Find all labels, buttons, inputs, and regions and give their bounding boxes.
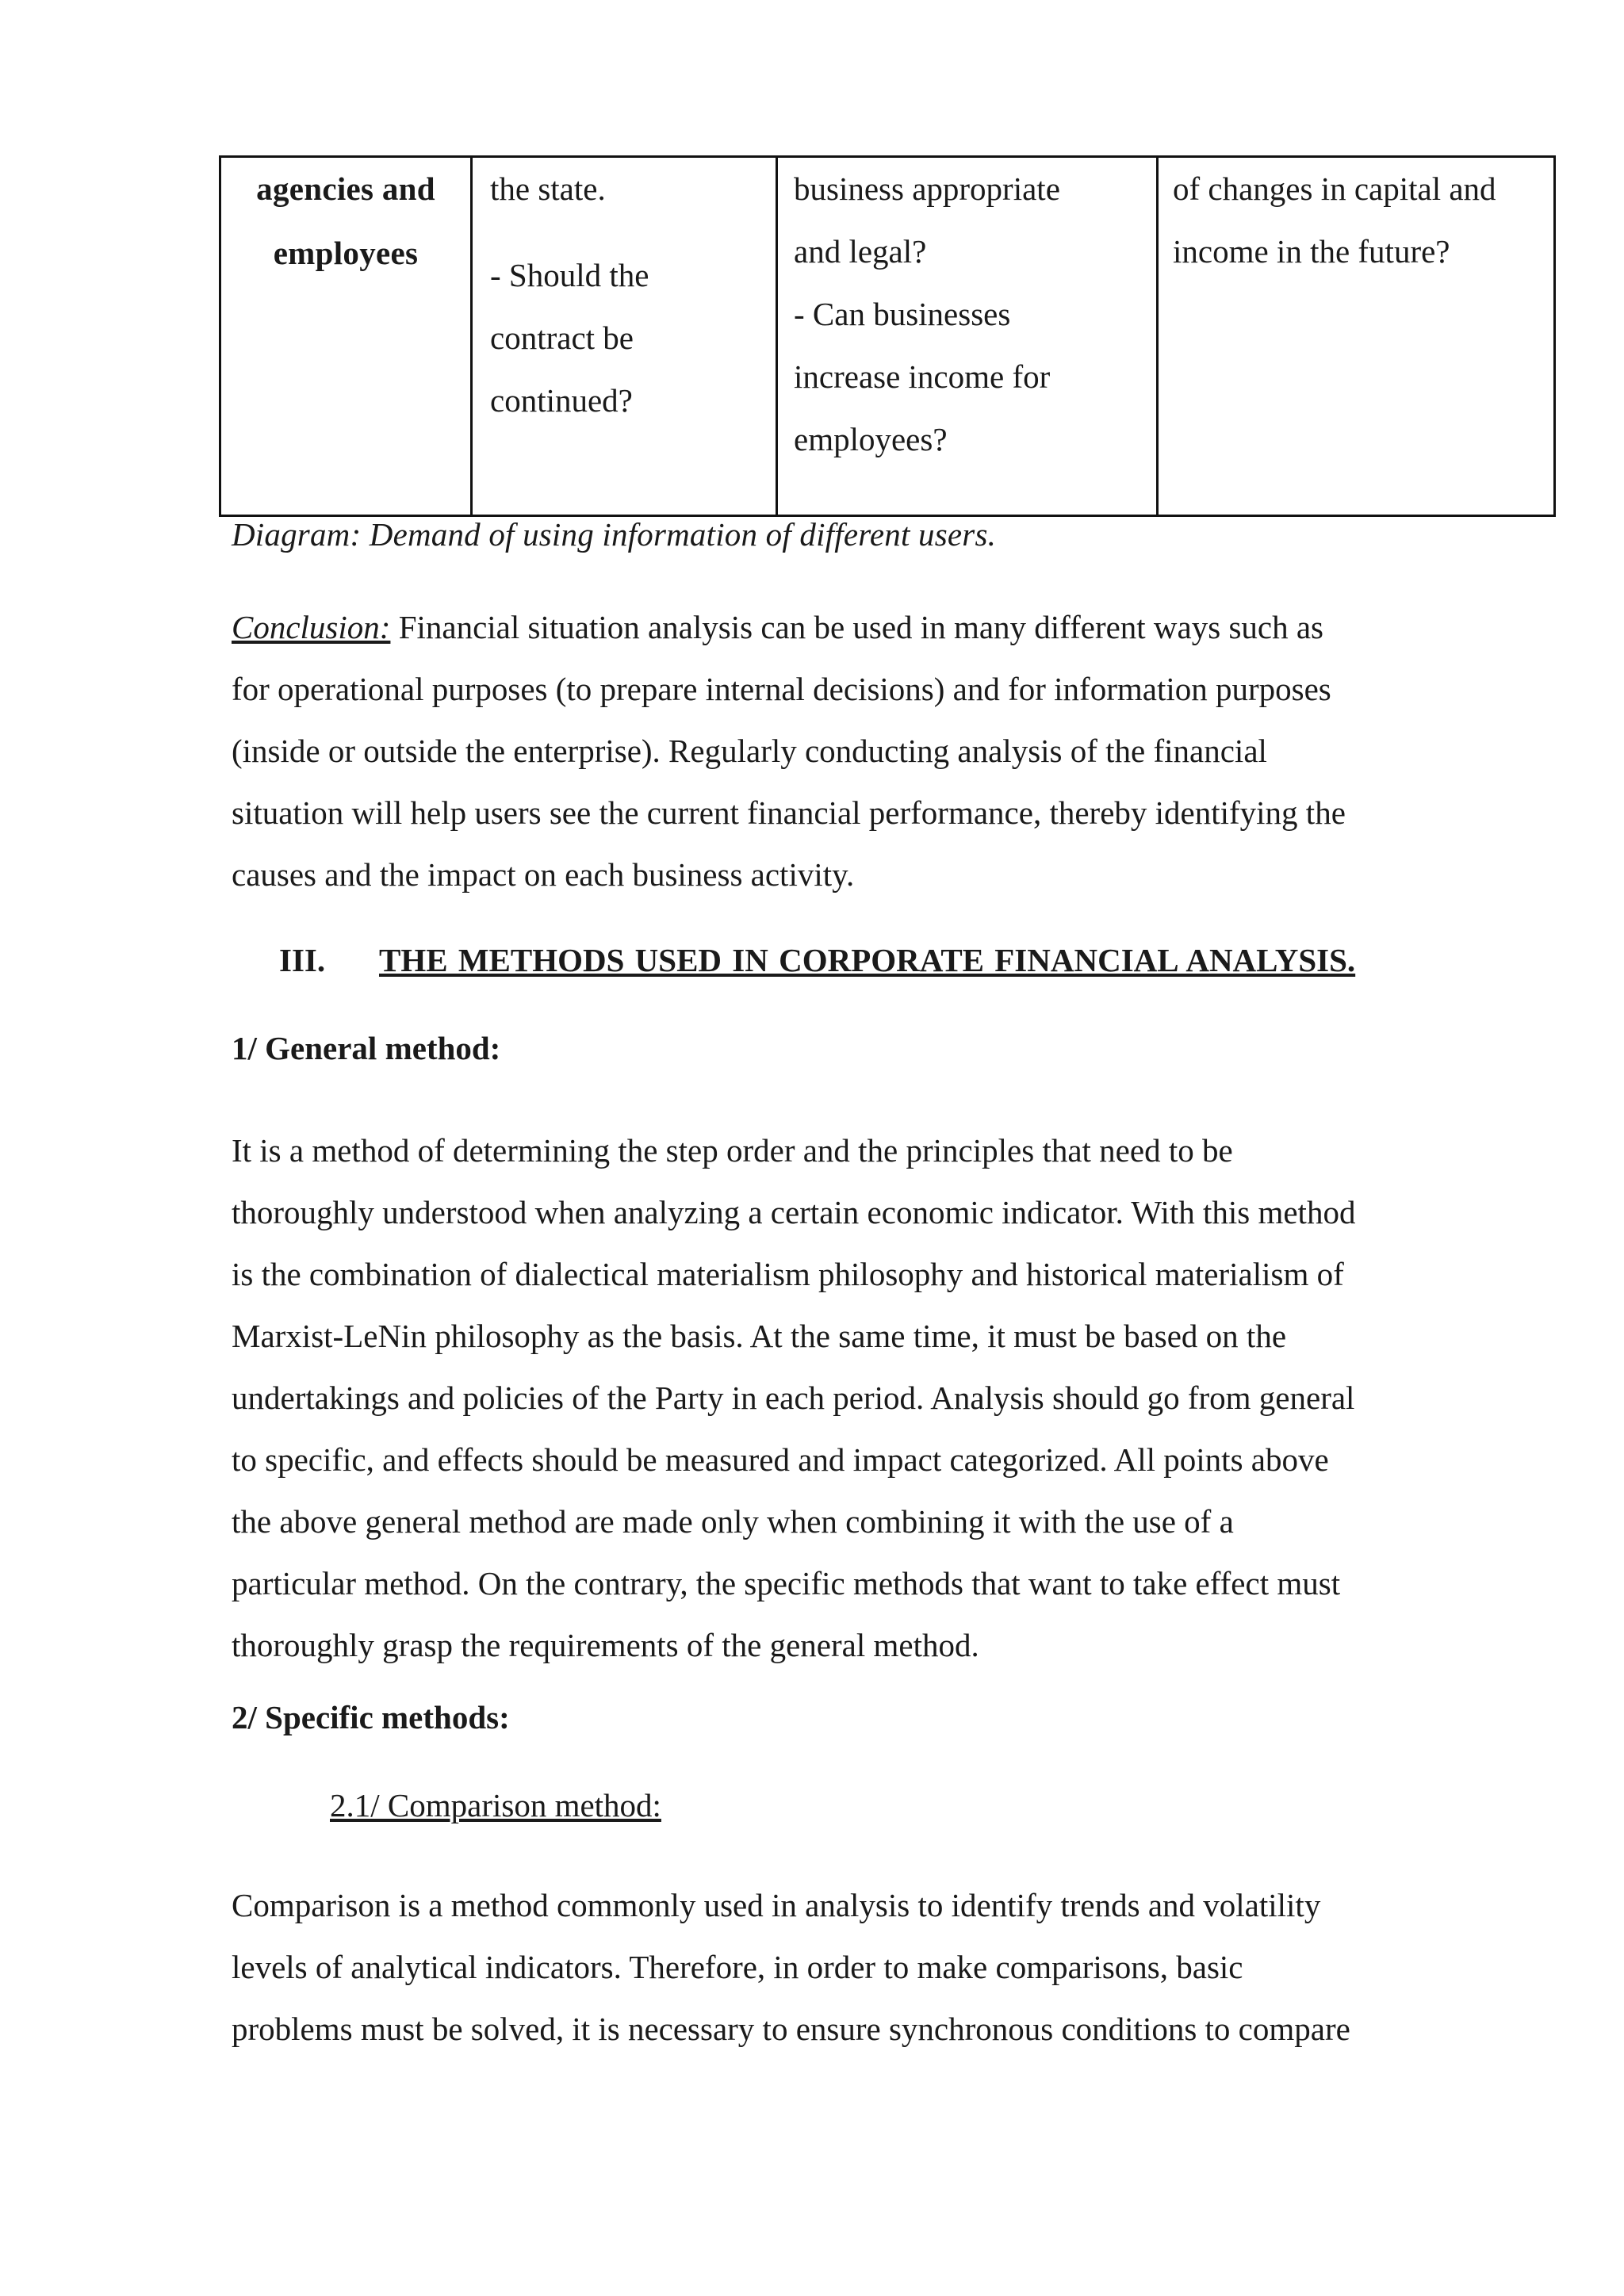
- paragraph-line: problems must be solved, it is necessary to ensure synchronous conditions to compare: [232, 2011, 1350, 2047]
- general-method-paragraph: [232, 1119, 1355, 1676]
- paragraph-line: the above general method are made only when combining it with the use of a: [232, 1503, 1234, 1540]
- conclusion-paragraph: [232, 596, 1346, 905]
- cell-line: income in the future?: [1173, 233, 1450, 270]
- paragraph-line: for operational purposes (to prepare internal decisions) and for information purposes: [232, 671, 1331, 707]
- paragraph-line: situation will help users see the current financial performance, thereby identifying the: [232, 794, 1346, 831]
- paragraph-line: thoroughly understood when analyzing a certain economic indicator. With this method: [232, 1194, 1356, 1230]
- paragraph-line: to specific, and effects should be measured and impact categorized. All points above: [232, 1441, 1329, 1478]
- paragraph-line: Marxist-LeNin philosophy as the basis. At the same time, it must be based on the: [232, 1318, 1287, 1354]
- cell-line: agencies and: [256, 170, 435, 207]
- section-title: THE METHODS USED IN CORPORATE FINANCIAL ANALYSIS.: [379, 942, 1356, 978]
- general-method-heading: 1/ General method:: [232, 1030, 501, 1066]
- cell-line: increase income for: [794, 358, 1051, 395]
- cell-line: of changes in capital and: [1173, 170, 1496, 207]
- specific-methods-heading: 2/ Specific methods:: [232, 1699, 510, 1735]
- paragraph-line: (inside or outside the enterprise). Regularly conducting analysis of the financial: [232, 733, 1267, 769]
- paragraph-line: Comparison is a method commonly used in analysis to identify trends and volatility: [232, 1887, 1321, 1923]
- paragraph-line: [232, 596, 1346, 658]
- paragraph-text: Financial situation analysis can be used in many different ways such as: [390, 609, 1324, 645]
- paragraph-line: undertakings and policies of the Party in each period. Analysis should go from general: [232, 1380, 1355, 1416]
- table-cell-user-type: [221, 158, 473, 515]
- cell-line: - Can businesses: [794, 296, 1011, 332]
- table-cell-questions: [778, 158, 1159, 515]
- cell-line: - Should the: [490, 257, 649, 293]
- comparison-method-subheading: 2.1/ Comparison method:: [330, 1787, 661, 1823]
- cell-line: contract be: [490, 320, 634, 356]
- cell-line: and legal?: [794, 233, 927, 270]
- paragraph-line: is the combination of dialectical materialism philosophy and historical materialism of: [232, 1256, 1344, 1292]
- paragraph-line: It is a method of determining the step order and the principles that need to be: [232, 1132, 1233, 1169]
- paragraph-line: causes and the impact on each business activity.: [232, 856, 855, 893]
- cell-line: employees: [273, 235, 419, 271]
- cell-line: continued?: [490, 382, 633, 419]
- paragraph-line: levels of analytical indicators. Therefore, in order to make comparisons, basic: [232, 1949, 1243, 1985]
- cell-line: business appropriate: [794, 170, 1060, 207]
- users-information-table: [219, 155, 1556, 517]
- cell-line: employees?: [794, 421, 948, 457]
- table-cell-future: [1159, 158, 1553, 515]
- conclusion-label: Conclusion:: [232, 609, 391, 645]
- table-caption: Diagram: Demand of using information of different users.: [232, 516, 997, 553]
- paragraph-line: particular method. On the contrary, the specific methods that want to take effect must: [232, 1565, 1341, 1601]
- table-cell-interest: [473, 158, 778, 515]
- comparison-paragraph: [232, 1874, 1350, 2060]
- paragraph-line: thoroughly grasp the requirements of the general method.: [232, 1627, 979, 1663]
- cell-line: the state.: [490, 170, 606, 207]
- section-number: III.: [279, 942, 326, 978]
